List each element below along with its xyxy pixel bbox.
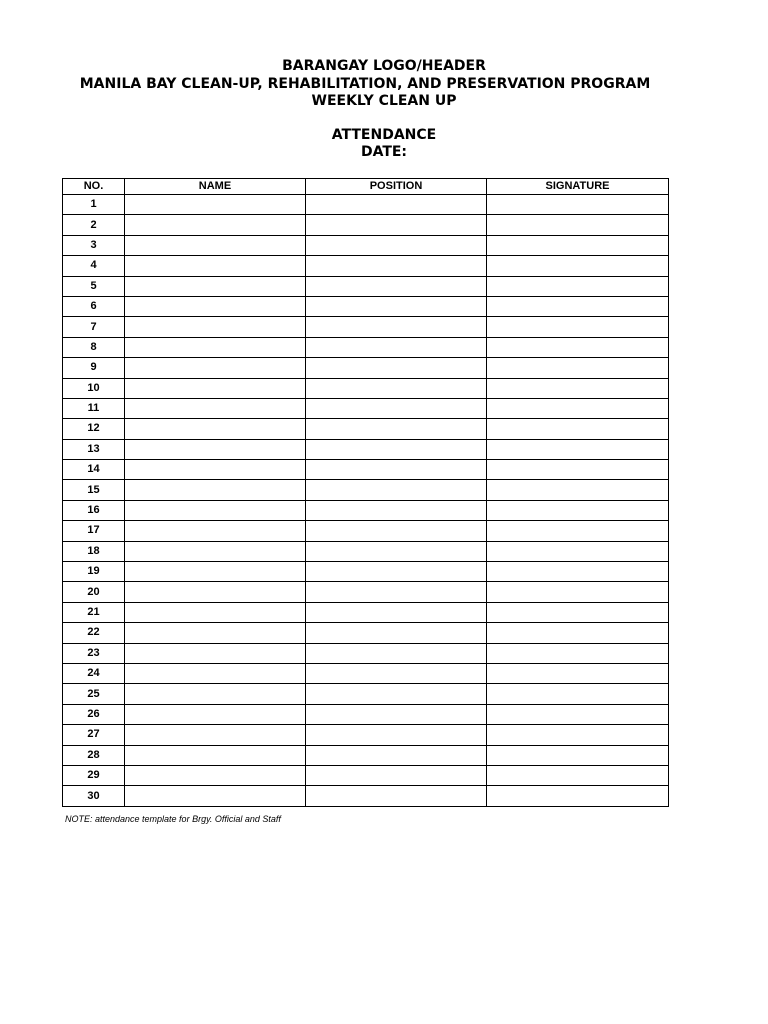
table-row [63, 521, 669, 541]
name-cell[interactable] [125, 460, 306, 480]
program-title-clip [62, 76, 668, 94]
row-number-cell: 1 [63, 195, 125, 215]
row-number-cell: 4 [63, 256, 125, 276]
name-cell[interactable] [125, 602, 306, 622]
name-cell[interactable] [125, 235, 306, 255]
table-row [63, 337, 669, 357]
table-row [63, 358, 669, 378]
table-row [63, 419, 669, 439]
position-cell[interactable] [306, 296, 487, 316]
table-row [63, 765, 669, 785]
row-number-cell: 27 [63, 725, 125, 745]
name-cell[interactable] [125, 195, 306, 215]
row-number-cell: 9 [63, 358, 125, 378]
signature-cell[interactable] [487, 541, 669, 561]
position-cell[interactable] [306, 256, 487, 276]
signature-cell[interactable] [487, 786, 669, 806]
table-row [63, 663, 669, 683]
table-row [63, 684, 669, 704]
position-cell[interactable] [306, 541, 487, 561]
row-number-cell: 20 [63, 582, 125, 602]
table-row [63, 786, 669, 806]
position-cell[interactable] [306, 623, 487, 643]
position-cell[interactable] [306, 337, 487, 357]
position-cell[interactable] [306, 765, 487, 785]
position-cell[interactable] [306, 215, 487, 235]
position-cell[interactable] [306, 643, 487, 663]
name-cell[interactable] [125, 562, 306, 582]
name-cell[interactable] [125, 276, 306, 296]
row-number-cell: 7 [63, 317, 125, 337]
row-number-cell: 17 [63, 521, 125, 541]
signature-cell[interactable] [487, 378, 669, 398]
position-cell[interactable] [306, 439, 487, 459]
table-row [63, 541, 669, 561]
row-number-cell: 2 [63, 215, 125, 235]
position-cell[interactable] [306, 480, 487, 500]
footer-note: NOTE: attendance template for Brgy. Official and Staff [65, 814, 281, 824]
name-cell[interactable] [125, 317, 306, 337]
signature-cell[interactable] [487, 296, 669, 316]
table-row [63, 643, 669, 663]
position-cell[interactable] [306, 684, 487, 704]
row-number-cell: 15 [63, 480, 125, 500]
table-row [63, 500, 669, 520]
column-header-position: POSITION [306, 179, 487, 195]
table-row [63, 439, 669, 459]
signature-cell[interactable] [487, 684, 669, 704]
row-number-cell: 14 [63, 460, 125, 480]
position-cell[interactable] [306, 562, 487, 582]
signature-cell[interactable] [487, 704, 669, 724]
table-row [63, 256, 669, 276]
signature-cell[interactable] [487, 215, 669, 235]
position-cell[interactable] [306, 602, 487, 622]
row-number-cell: 21 [63, 602, 125, 622]
signature-cell[interactable] [487, 195, 669, 215]
column-header-no: NO. [63, 179, 125, 195]
name-cell[interactable] [125, 480, 306, 500]
row-number-cell: 23 [63, 643, 125, 663]
name-cell[interactable] [125, 419, 306, 439]
row-number-cell: 16 [63, 500, 125, 520]
table-row [63, 725, 669, 745]
name-cell[interactable] [125, 256, 306, 276]
position-cell[interactable] [306, 235, 487, 255]
row-number-cell: 13 [63, 439, 125, 459]
position-cell[interactable] [306, 195, 487, 215]
name-cell[interactable] [125, 541, 306, 561]
position-cell[interactable] [306, 500, 487, 520]
table-row [63, 704, 669, 724]
signature-cell[interactable] [487, 643, 669, 663]
table-row [63, 235, 669, 255]
position-cell[interactable] [306, 419, 487, 439]
row-number-cell: 24 [63, 663, 125, 683]
row-number-cell: 3 [63, 235, 125, 255]
table-row [63, 582, 669, 602]
row-number-cell: 6 [63, 296, 125, 316]
signature-cell[interactable] [487, 460, 669, 480]
signature-cell[interactable] [487, 602, 669, 622]
row-number-cell: 29 [63, 765, 125, 785]
signature-cell[interactable] [487, 521, 669, 541]
name-cell[interactable] [125, 684, 306, 704]
signature-cell[interactable] [487, 500, 669, 520]
name-cell[interactable] [125, 398, 306, 418]
name-cell[interactable] [125, 623, 306, 643]
name-cell[interactable] [125, 663, 306, 683]
row-number-cell: 22 [63, 623, 125, 643]
table-row [63, 317, 669, 337]
row-number-cell: 18 [63, 541, 125, 561]
signature-cell[interactable] [487, 276, 669, 296]
signature-cell[interactable] [487, 235, 669, 255]
row-number-cell: 25 [63, 684, 125, 704]
name-cell[interactable] [125, 439, 306, 459]
signature-cell[interactable] [487, 582, 669, 602]
table-row [63, 378, 669, 398]
attendance-table [62, 178, 669, 807]
row-number-cell: 28 [63, 745, 125, 765]
row-number-cell: 12 [63, 419, 125, 439]
signature-cell[interactable] [487, 765, 669, 785]
row-number-cell: 11 [63, 398, 125, 418]
name-cell[interactable] [125, 582, 306, 602]
position-cell[interactable] [306, 745, 487, 765]
name-cell[interactable] [125, 215, 306, 235]
position-cell[interactable] [306, 276, 487, 296]
signature-cell[interactable] [487, 663, 669, 683]
name-cell[interactable] [125, 704, 306, 724]
table-row [63, 745, 669, 765]
position-cell[interactable] [306, 663, 487, 683]
name-cell[interactable] [125, 725, 306, 745]
signature-cell[interactable] [487, 398, 669, 418]
signature-cell[interactable] [487, 317, 669, 337]
program-title: MANILA BAY CLEAN-UP, REHABILITATION, AND PRESERVATION PROGRAM [79, 76, 651, 92]
name-cell[interactable] [125, 296, 306, 316]
date-label: DATE: [360, 144, 408, 160]
name-cell[interactable] [125, 500, 306, 520]
name-cell[interactable] [125, 643, 306, 663]
position-cell[interactable] [306, 521, 487, 541]
table-row [63, 602, 669, 622]
position-cell[interactable] [306, 398, 487, 418]
signature-cell[interactable] [487, 439, 669, 459]
weekly-cleanup-title: WEEKLY CLEAN UP [311, 93, 457, 109]
position-cell[interactable] [306, 725, 487, 745]
name-cell[interactable] [125, 765, 306, 785]
name-cell[interactable] [125, 786, 306, 806]
table-header-row [63, 179, 669, 195]
barangay-header-title: BARANGAY LOGO/HEADER [282, 58, 486, 74]
table-row [63, 623, 669, 643]
position-cell[interactable] [306, 460, 487, 480]
signature-cell[interactable] [487, 358, 669, 378]
table-row [63, 460, 669, 480]
row-number-cell: 19 [63, 562, 125, 582]
table-row [63, 276, 669, 296]
table-row [63, 215, 669, 235]
table-row [63, 296, 669, 316]
position-cell[interactable] [306, 317, 487, 337]
row-number-cell: 5 [63, 276, 125, 296]
signature-cell[interactable] [487, 480, 669, 500]
signature-cell[interactable] [487, 337, 669, 357]
signature-cell[interactable] [487, 745, 669, 765]
name-cell[interactable] [125, 378, 306, 398]
position-cell[interactable] [306, 378, 487, 398]
row-number-cell: 10 [63, 378, 125, 398]
signature-cell[interactable] [487, 562, 669, 582]
name-cell[interactable] [125, 521, 306, 541]
name-cell[interactable] [125, 745, 306, 765]
position-cell[interactable] [306, 786, 487, 806]
position-cell[interactable] [306, 582, 487, 602]
signature-cell[interactable] [487, 256, 669, 276]
table-row [63, 480, 669, 500]
row-number-cell: 30 [63, 786, 125, 806]
row-number-cell: 26 [63, 704, 125, 724]
position-cell[interactable] [306, 358, 487, 378]
signature-cell[interactable] [487, 623, 669, 643]
column-header-name: NAME [125, 179, 306, 195]
row-number-cell: 8 [63, 337, 125, 357]
program-title-wrap [62, 76, 668, 93]
name-cell[interactable] [125, 337, 306, 357]
attendance-title: ATTENDANCE [331, 127, 437, 143]
table-row [63, 562, 669, 582]
position-cell[interactable] [306, 704, 487, 724]
column-header-signature: SIGNATURE [487, 179, 669, 195]
signature-cell[interactable] [487, 419, 669, 439]
name-cell[interactable] [125, 358, 306, 378]
table-row [63, 195, 669, 215]
table-body [63, 195, 669, 807]
signature-cell[interactable] [487, 725, 669, 745]
table-row [63, 398, 669, 418]
